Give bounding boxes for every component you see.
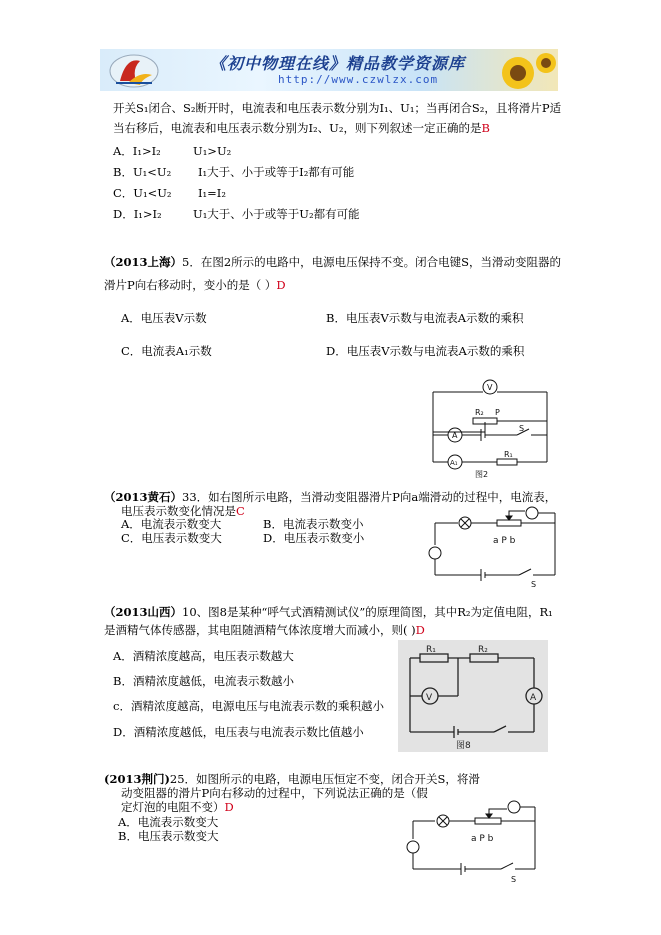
huangshi-answer: C: [236, 504, 245, 518]
banner-url: http://www.czwlzx.com: [278, 73, 439, 86]
fig8-ammeter-label: A: [530, 693, 537, 703]
shanghai-option-c: C．电流表A₁示数: [121, 344, 212, 358]
prev-option-a: A．I₁>I₂: [113, 144, 161, 158]
header-banner: [100, 49, 558, 91]
shanxi-option-d: D．酒精浓度越低，电压表与电流表示数比值越小: [113, 725, 364, 739]
fig2-voltmeter-label: V: [487, 383, 493, 392]
huangshi-option-d: D．电压表示数变小: [263, 531, 365, 545]
huangshi-option-b: B．电流表示数变小: [263, 517, 364, 531]
prev-option-c-detail: I₁=I₂: [198, 186, 226, 200]
shanxi-question-line2: 是酒精气体传感器，其电阻随酒精气体浓度增大而减小，则( )D: [104, 623, 425, 637]
shanghai-option-d: D．电压表V示数与电流表A示数的乘积: [326, 344, 525, 358]
shanghai-question-line2: 滑片P向右移动时，变小的是（ ）D: [104, 278, 286, 292]
prev-option-b-detail: I₁大于、小于或等于I₂都有可能: [198, 165, 355, 179]
jingmen-rheostat-label: a P b: [471, 834, 494, 844]
question-source: （2013上海）: [104, 255, 183, 269]
fig2-ammeter-label: A: [452, 431, 458, 440]
sunflower-icon: [490, 49, 558, 91]
jingmen-answer: D: [224, 800, 234, 814]
prev-question-line1: 开关S₁闭合、S₂断开时，电流表和电压表示数分别为I₁、U₁；当再闭合S₂，且将滑片P适: [113, 101, 562, 115]
fig2-caption: 图2: [475, 470, 489, 479]
prev-question-text: 当右移后，电流表和电压表示数分别为I₂、U₂，则下列叙述一定正确的是: [113, 121, 482, 135]
prev-option-d: D．I₁>I₂: [113, 207, 162, 221]
circuit-figure-8: [398, 640, 548, 752]
shanxi-option-a: A．酒精浓度越高，电压表示数越大: [113, 649, 294, 663]
shanghai-question-line1: （2013上海）5．在图2所示的电路中，电源电压保持不变。闭合电键S，当滑动变阻器的: [104, 255, 562, 269]
prev-option-b: B．U₁<U₂: [113, 165, 172, 179]
prev-option-c: C．U₁<U₂: [113, 186, 172, 200]
huangshi-question-line2: 电压表示数变化情况是C: [121, 504, 245, 518]
prev-answer: B: [481, 121, 490, 135]
jingmen-question-line2: 动变阻器的滑片P向右移动的过程中，下列说法正确的是（假: [121, 786, 428, 800]
jingmen-switch-label: S: [511, 875, 517, 884]
shanxi-question-line1: （2013山西）10、图8是某种“呼气式酒精测试仪”的原理简图，其中R₂为定值电阻，R₁: [104, 605, 553, 619]
jingmen-question-line1: (2013荆门)25．如图所示的电路，电源电压恒定不变，闭合开关S，将滑: [104, 772, 480, 786]
prev-question-line2: [113, 120, 490, 137]
fig2-r2-label: R₂: [475, 408, 484, 417]
huangshi-question-line1: （2013黄石）33．如右图所示电路，当滑动变阻器滑片P向a端滑动的过程中，电流表，: [104, 490, 557, 504]
banner-title: 《初中物理在线》精品教学资源库: [210, 54, 466, 73]
prev-option-a-detail: U₁>U₂: [193, 144, 232, 158]
jingmen-question-line3: 定灯泡的电阻不变）D: [121, 800, 234, 814]
circuit-figure-jingmen: [403, 799, 543, 884]
fig2-ammeter1-label: A₁: [450, 459, 458, 467]
fig8-r2-label: R₂: [478, 645, 488, 655]
huangshi-switch-label: S: [531, 580, 537, 588]
circuit-figure-2: [425, 377, 555, 482]
logo-icon: [106, 51, 166, 89]
jingmen-option-b: B．电压表示数变大: [118, 829, 219, 843]
fig8-voltmeter-label: V: [426, 693, 433, 703]
circuit-figure-huangshi: [425, 503, 560, 588]
huangshi-option-a: A．电流表示数变大: [121, 517, 222, 531]
shanghai-option-b: B．电压表V示数与电流表A示数的乘积: [326, 311, 524, 325]
huangshi-rheostat-label: a P b: [493, 536, 516, 546]
fig2-p-label: P: [495, 408, 500, 417]
fig8-r1-label: R₁: [426, 645, 436, 655]
prev-option-d-detail: U₁大于、小于或等于U₂都有可能: [193, 207, 360, 221]
shanghai-answer: D: [276, 278, 286, 292]
fig2-r1-label: R₁: [504, 450, 513, 459]
shanxi-answer: D: [415, 623, 425, 637]
shanxi-option-b: B．酒精浓度越低，电流表示数越小: [113, 674, 294, 688]
shanxi-option-c: c．酒精浓度越高，电源电压与电流表示数的乘积越小: [113, 699, 384, 713]
huangshi-option-c: C．电压表示数变大: [121, 531, 222, 545]
shanghai-option-a: A．电压表V示数: [121, 311, 207, 325]
fig8-caption: 图8: [456, 741, 471, 751]
jingmen-option-a: A．电流表示数变大: [118, 815, 219, 829]
fig2-switch-label: S: [519, 424, 525, 433]
